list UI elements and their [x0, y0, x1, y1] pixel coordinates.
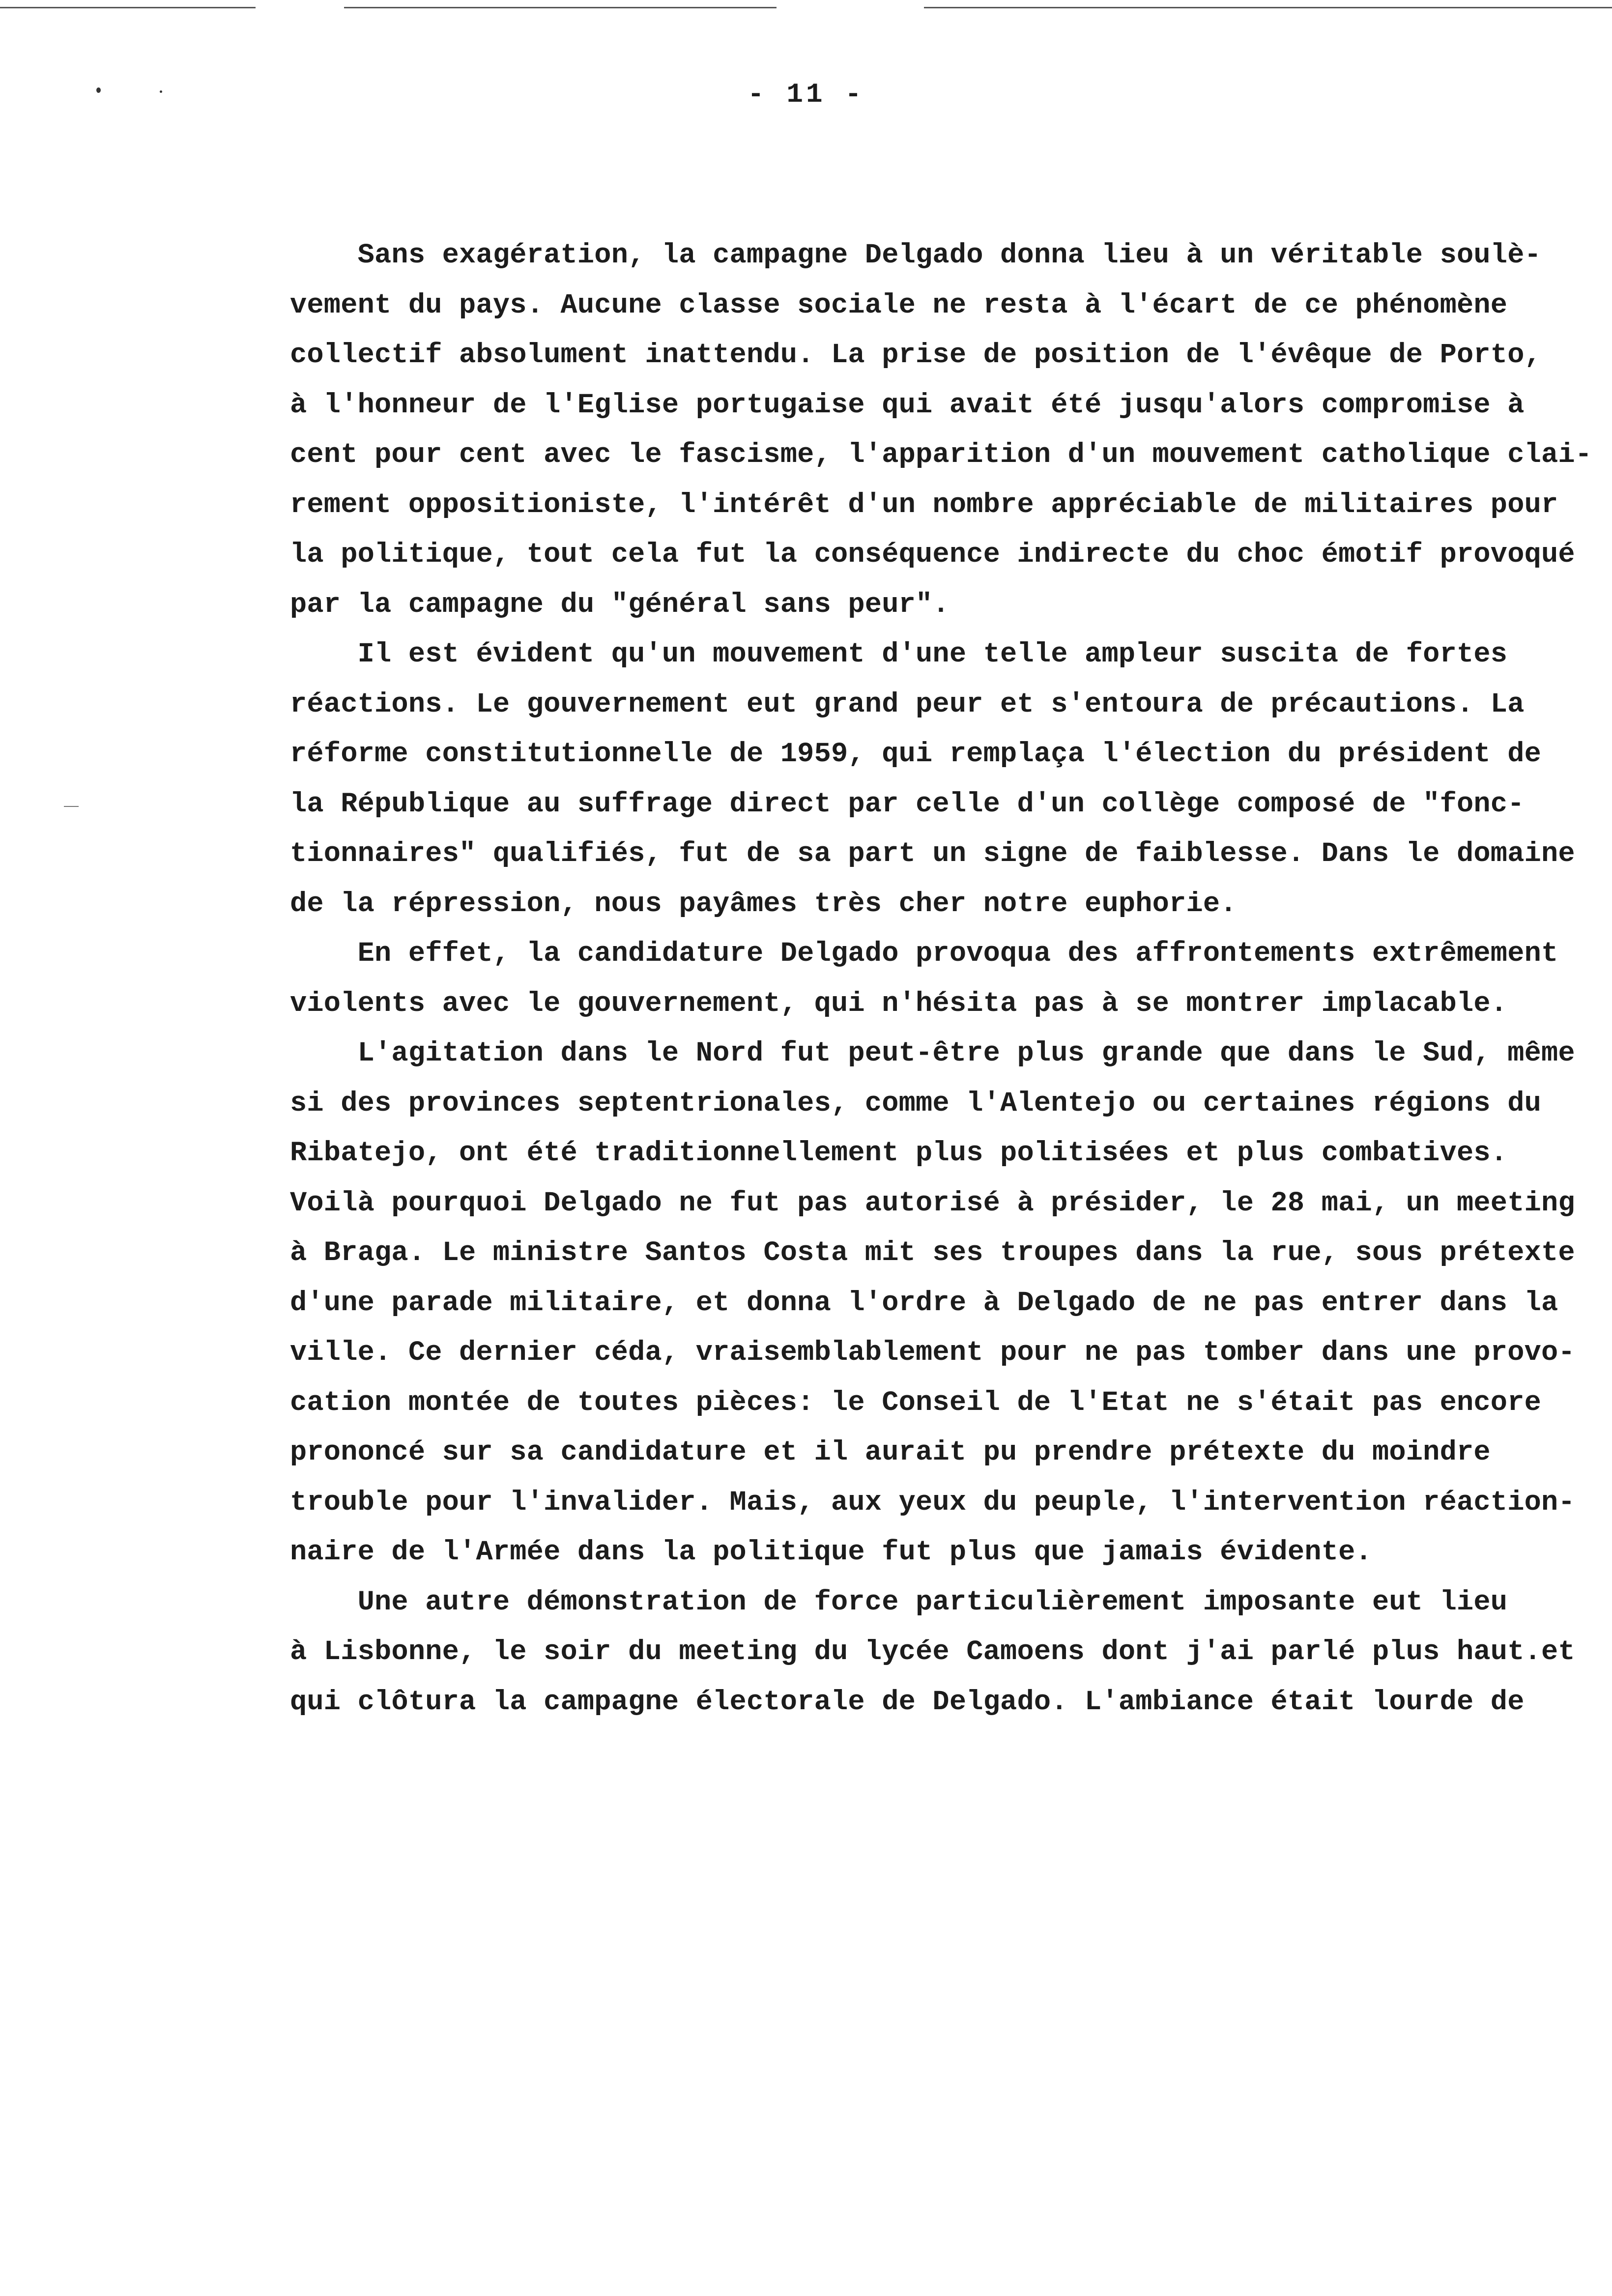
text-line: Voilà pourquoi Delgado ne fut pas autorisé à présider, le 28 mai, un meeting [290, 1187, 1575, 1219]
text-line: cent pour cent avec le fascisme, l'apparition d'un mouvement catholique clai- [290, 439, 1592, 471]
text-line: qui clôtura la campagne électorale de Delgado. L'ambiance était lourde de [290, 1686, 1525, 1718]
text-line: vement du pays. Aucune classe sociale ne resta à l'écart de ce phénomène [290, 289, 1508, 321]
text-line: la politique, tout cela fut la conséquence indirecte du choc émotif provoqué [290, 539, 1575, 571]
text-line: d'une parade militaire, et donna l'ordre à Delgado de ne pas entrer dans la [290, 1287, 1558, 1319]
text-line: Une autre démonstration de force particulièrement imposante eut lieu [290, 1586, 1508, 1618]
margin-tick [64, 806, 79, 807]
text-line: ville. Ce dernier céda, vraisemblablement pour ne pas tomber dans une provo- [290, 1337, 1575, 1369]
scan-top-edge-left [0, 7, 256, 8]
body-text [290, 231, 1612, 1727]
text-line: à l'honneur de l'Eglise portugaise qui avait été jusqu'alors compromise à [290, 389, 1525, 421]
scan-top-edge-middle [344, 7, 777, 8]
text-line: rement oppositioniste, l'intérêt d'un nombre appréciable de militaires pour [290, 489, 1558, 521]
text-line: tionnaires" qualifiés, fut de sa part un signe de faiblesse. Dans le domaine [290, 838, 1575, 870]
text-line: réactions. Le gouvernement eut grand peur et s'entoura de précautions. La [290, 689, 1525, 720]
text-line: L'agitation dans le Nord fut peut-être plus grande que dans le Sud, même [290, 1038, 1575, 1069]
text-line: réforme constitutionnelle de 1959, qui remplaça l'élection du président de [290, 739, 1542, 770]
text-line: la République au suffrage direct par celle d'un collège composé de "fonc- [290, 788, 1525, 820]
scan-top-edge-right [924, 7, 1612, 8]
text-line: Ribatejo, ont été traditionnellement plus politisées et plus combatives. [290, 1138, 1508, 1169]
text-line: à Lisbonne, le soir du meeting du lycée Camoens dont j'ai parlé plus haut.et [290, 1636, 1575, 1668]
text-line: trouble pour l'invalider. Mais, aux yeux du peuple, l'intervention réaction- [290, 1487, 1575, 1519]
text-line: Il est évident qu'un mouvement d'une telle ampleur suscita de fortes [290, 639, 1508, 670]
text-line: de la répression, nous payâmes très cher notre euphorie. [290, 888, 1237, 920]
text-line: prononcé sur sa candidature et il aurait pu prendre prétexte du moindre [290, 1437, 1491, 1468]
page-number: - 11 - [748, 79, 864, 110]
text-line: naire de l'Armée dans la politique fut plus que jamais évidente. [290, 1537, 1372, 1568]
text-line: collectif absolument inattendu. La prise de position de l'évêque de Porto, [290, 340, 1542, 371]
text-line: Sans exagération, la campagne Delgado donna lieu à un véritable soulè- [290, 240, 1542, 271]
text-line: cation montée de toutes pièces: le Conseil de l'Etat ne s'était pas encore [290, 1387, 1542, 1419]
text-line: En effet, la candidature Delgado provoqua des affrontements extrêmement [290, 938, 1558, 970]
text-line: par la campagne du "général sans peur". [290, 589, 950, 621]
text-line: si des provinces septentrionales, comme l'Alentejo ou certaines régions du [290, 1088, 1542, 1119]
text-line: violents avec le gouvernement, qui n'hésita pas à se montrer implacable. [290, 988, 1508, 1020]
text-line: à Braga. Le ministre Santos Costa mit ses troupes dans la rue, sous prétexte [290, 1237, 1575, 1269]
